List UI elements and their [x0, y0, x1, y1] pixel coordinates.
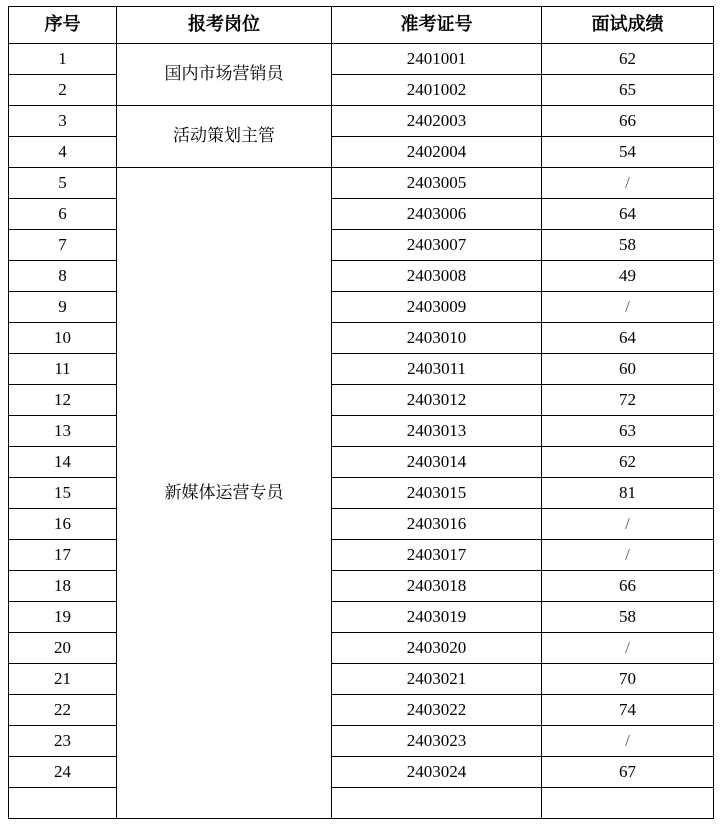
table-row — [9, 230, 714, 261]
cell-interview-score: 70 — [542, 664, 714, 695]
cell-sequence-number: 9 — [9, 292, 117, 323]
cell-admission-ticket-number: 2403008 — [332, 261, 542, 292]
column-header-no: 序号 — [9, 7, 117, 44]
cell-admission-ticket-number: 2403020 — [332, 633, 542, 664]
cell-interview-score: 72 — [542, 385, 714, 416]
cell-admission-ticket-number: 2402003 — [332, 106, 542, 137]
column-header-post: 报考岗位 — [117, 7, 332, 44]
cell-admission-ticket-number: 2403009 — [332, 292, 542, 323]
cell-sequence-number: 10 — [9, 323, 117, 354]
cell-sequence-number: 11 — [9, 354, 117, 385]
cell-interview-score: / — [542, 633, 714, 664]
cell-admission-ticket-number: 2403012 — [332, 385, 542, 416]
cell-sequence-number: 3 — [9, 106, 117, 137]
cell-sequence-number: 8 — [9, 261, 117, 292]
cell-sequence-number: 4 — [9, 137, 117, 168]
interview-score-table — [8, 6, 714, 819]
table-row — [9, 726, 714, 757]
cell-interview-score: 60 — [542, 354, 714, 385]
cell-admission-ticket-number: 2403018 — [332, 571, 542, 602]
cell-admission-ticket-number: 2402004 — [332, 137, 542, 168]
cell-interview-score: / — [542, 168, 714, 199]
cell-post-name: 活动策划主管 — [117, 106, 332, 168]
cell-admission-ticket-number: 2403010 — [332, 323, 542, 354]
cell-interview-score: 58 — [542, 230, 714, 261]
cell-admission-ticket-number: 2403021 — [332, 664, 542, 695]
cell-interview-score: 65 — [542, 75, 714, 106]
cell-sequence-number: 20 — [9, 633, 117, 664]
cell-sequence-number: 13 — [9, 416, 117, 447]
cell-post-name: 国内市场营销员 — [117, 44, 332, 106]
table-header-row — [9, 7, 714, 44]
cell-sequence-number: 19 — [9, 602, 117, 633]
table-row — [9, 199, 714, 230]
cell-admission-ticket-number: 2403022 — [332, 695, 542, 726]
table-row — [9, 788, 714, 819]
cell-admission-ticket-number: 2403024 — [332, 757, 542, 788]
table-row — [9, 602, 714, 633]
table-row — [9, 633, 714, 664]
column-header-score: 面试成绩 — [542, 7, 714, 44]
cell-admission-ticket-number: 2403013 — [332, 416, 542, 447]
cell-post-name: 新媒体运营专员 — [117, 168, 332, 819]
cell-sequence-number: 23 — [9, 726, 117, 757]
table-row — [9, 664, 714, 695]
cell-admission-ticket-number: 2403014 — [332, 447, 542, 478]
table-row — [9, 416, 714, 447]
cell-interview-score: / — [542, 509, 714, 540]
cell-admission-ticket-number: 2403015 — [332, 478, 542, 509]
cell-sequence-number: 17 — [9, 540, 117, 571]
table-row — [9, 478, 714, 509]
cell-interview-score: / — [542, 292, 714, 323]
cell-sequence-number: 1 — [9, 44, 117, 75]
cell-interview-score: 62 — [542, 447, 714, 478]
cell-interview-score: 81 — [542, 478, 714, 509]
cell-interview-score: 64 — [542, 199, 714, 230]
cell-interview-score: 49 — [542, 261, 714, 292]
cell-sequence-number: 22 — [9, 695, 117, 726]
cell-admission-ticket-number: 2401001 — [332, 44, 542, 75]
cell-interview-score: 58 — [542, 602, 714, 633]
cell-admission-ticket-number: 2403023 — [332, 726, 542, 757]
cell-admission-ticket-number: 2403017 — [332, 540, 542, 571]
table-row — [9, 385, 714, 416]
cell-interview-score — [542, 788, 714, 819]
column-header-card: 准考证号 — [332, 7, 542, 44]
cell-sequence-number — [9, 788, 117, 819]
table-row — [9, 261, 714, 292]
cell-admission-ticket-number: 2403007 — [332, 230, 542, 261]
table-row — [9, 75, 714, 106]
cell-admission-ticket-number: 2403019 — [332, 602, 542, 633]
cell-sequence-number: 16 — [9, 509, 117, 540]
cell-interview-score: 66 — [542, 571, 714, 602]
table-header — [9, 7, 714, 44]
cell-sequence-number: 12 — [9, 385, 117, 416]
table-row — [9, 757, 714, 788]
table-row — [9, 106, 714, 137]
cell-interview-score: 62 — [542, 44, 714, 75]
cell-sequence-number: 7 — [9, 230, 117, 261]
table-row — [9, 323, 714, 354]
cell-interview-score: 67 — [542, 757, 714, 788]
cell-admission-ticket-number: 2403016 — [332, 509, 542, 540]
cell-interview-score: 74 — [542, 695, 714, 726]
cell-interview-score: 66 — [542, 106, 714, 137]
cell-admission-ticket-number: 2403006 — [332, 199, 542, 230]
cell-sequence-number: 14 — [9, 447, 117, 478]
cell-admission-ticket-number: 2403005 — [332, 168, 542, 199]
cell-interview-score: / — [542, 540, 714, 571]
table-row — [9, 44, 714, 75]
table-row — [9, 509, 714, 540]
cell-sequence-number: 15 — [9, 478, 117, 509]
cell-sequence-number: 6 — [9, 199, 117, 230]
cell-interview-score: 63 — [542, 416, 714, 447]
cell-sequence-number: 24 — [9, 757, 117, 788]
table-row — [9, 168, 714, 199]
cell-admission-ticket-number: 2401002 — [332, 75, 542, 106]
cell-sequence-number: 2 — [9, 75, 117, 106]
cell-interview-score: 64 — [542, 323, 714, 354]
cell-admission-ticket-number — [332, 788, 542, 819]
table-row — [9, 292, 714, 323]
table-row — [9, 695, 714, 726]
table-row — [9, 447, 714, 478]
table-row — [9, 540, 714, 571]
cell-sequence-number: 18 — [9, 571, 117, 602]
cell-interview-score: / — [542, 726, 714, 757]
cell-sequence-number: 5 — [9, 168, 117, 199]
cell-interview-score: 54 — [542, 137, 714, 168]
cell-sequence-number: 21 — [9, 664, 117, 695]
cell-admission-ticket-number: 2403011 — [332, 354, 542, 385]
table-body — [9, 44, 714, 819]
table-row — [9, 571, 714, 602]
table-row — [9, 354, 714, 385]
table-row — [9, 137, 714, 168]
